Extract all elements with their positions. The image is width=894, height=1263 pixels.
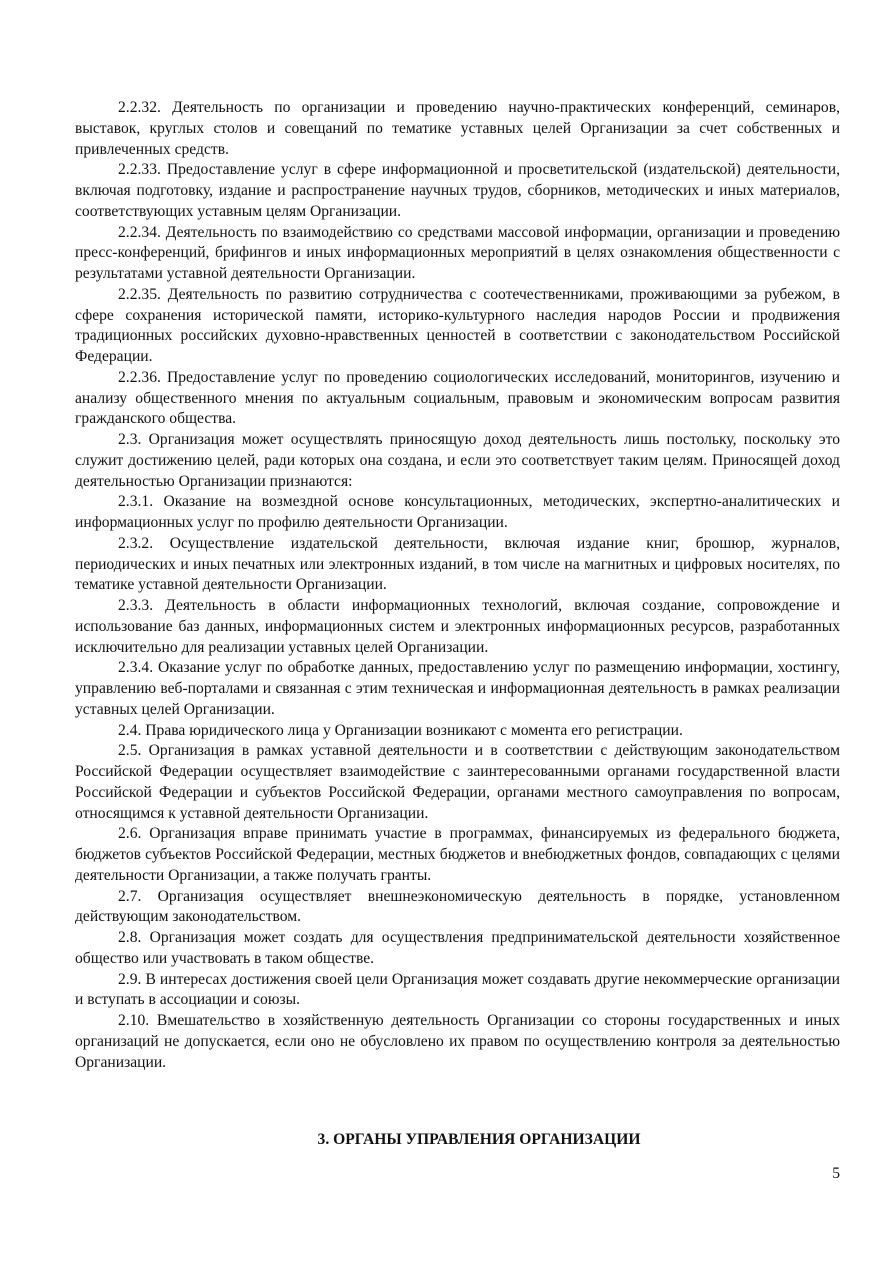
page-number: 5 bbox=[832, 1165, 840, 1182]
paragraph-2-2-36: 2.2.36. Предоставление услуг по проведению социологических исследований, мониторингов, изучению и анализу общественного мнения по актуальным социальным, правовым и экономическим вопросам развития гражданского общества. bbox=[75, 368, 840, 428]
paragraph-2-2-35: 2.2.35. Деятельность по развитию сотрудничества с соотечественниками, проживающими за рубежом, в сфере сохранения исторической памяти, историко-культурного наследия народов России и продвижения традиционных российских духовно-нравственных ценностей в соответствии с законодательством Российской Федерации. bbox=[75, 285, 840, 365]
paragraph-2-3-4: 2.3.4. Оказание услуг по обработке данных, предоставлению услуг по размещению информации, хостингу, управлению веб-порталами и связанная с этим техническая и информационная деятельность в рамках реализации уставных целей Организации. bbox=[75, 659, 840, 718]
paragraph-2-6: 2.6. Организация вправе принимать участие в программах, финансируемых из федерального бюджета, бюджетов субъектов Российской Федерации, местных бюджетов и внебюджетных фондов, совпадающих с целями деятельности Организации, а также получать гранты. bbox=[75, 825, 840, 884]
paragraph-2-8: 2.8. Организация может создать для осуществления предпринимательской деятельности хозяйственное общество или участвовать в таком обществе. bbox=[75, 929, 840, 967]
paragraph-2-3-3: 2.3.3. Деятельность в области информационных технологий, включая создание, сопровождение и использование баз данных, информационных систем и электронных информационных ресурсов, разработанных исключительно для реализации уставных целей Организации. bbox=[75, 597, 840, 656]
paragraph-2-2-33: 2.2.33. Предоставление услуг в сфере информационной и просветительской (издательской) деятельности, включая подготовку, издание и распространение научных трудов, сборников, методических и иных материалов, соответствующих уставным целям Организации. bbox=[75, 161, 840, 220]
paragraph-2-5: 2.5. Организация в рамках уставной деятельности и в соответствии с действующим законодательством Российской Федерации осуществляет взаимодействие с заинтересованными органами государственной власти Российской Федерации и субъектов Российской Федерации, органами местного самоуправления по вопросам, относящимся к уставной деятельности Организации. bbox=[75, 742, 840, 822]
paragraph-2-3-1: 2.3.1. Оказание на возмездной основе консультационных, методических, экспертно-аналитических и информационных услуг по профилю деятельности Организации. bbox=[75, 493, 840, 531]
paragraph-2-9: 2.9. В интересах достижения своей цели Организация может создавать другие некоммерческие организации и вступать в ассоциации и союзы. bbox=[75, 970, 840, 1009]
paragraph-2-2-32: 2.2.32. Деятельность по организации и проведению научно-практических конференций, семинаров, выставок, круглых столов и совещаний по тематике уставных целей Организации за счет собственных и привлеченных средств. bbox=[75, 99, 840, 158]
paragraph-2-10: 2.10. Вмешательство в хозяйственную деятельность Организации со стороны государственных и иных организаций не допускается, если оно не обусловлено их правом по осуществлению контроля за деятельностью Организации. bbox=[75, 1012, 840, 1071]
section-heading: 3. ОРГАНЫ УПРАВЛЕНИЯ ОРГАНИЗАЦИИ bbox=[317, 1131, 641, 1148]
paragraph-2-7: 2.7. Организация осуществляет внешнеэкономическую деятельность в порядке, установленном действующим законодательством. bbox=[75, 887, 840, 926]
paragraph-2-2-34: 2.2.34. Деятельность по взаимодействию со средствами массовой информации, организации и проведению пресс-конференций, брифингов и иных информационных мероприятий в целях ознакомления общественности с результатами уставной деятельности Организации. bbox=[75, 223, 840, 282]
document-body bbox=[75, 98, 840, 1073]
paragraph-2-3: 2.3. Организация может осуществлять приносящую доход деятельность лишь постольку, поскольку это служит достижению целей, ради которых она создана, и если это соответствует таким целям. Приносящей доход деятельностью Организации признаются: bbox=[75, 431, 840, 490]
paragraph-2-4: 2.4. Права юридического лица у Организации возникают с момента его регистрации. bbox=[118, 721, 683, 739]
paragraph-2-3-2: 2.3.2. Осуществление издательской деятельности, включая издание книг, брошюр, журналов, периодических и иных печатных или электронных изданий, в том числе на магнитных и цифровых носителях, по тематике уставной деятельности Организации. bbox=[75, 534, 840, 594]
